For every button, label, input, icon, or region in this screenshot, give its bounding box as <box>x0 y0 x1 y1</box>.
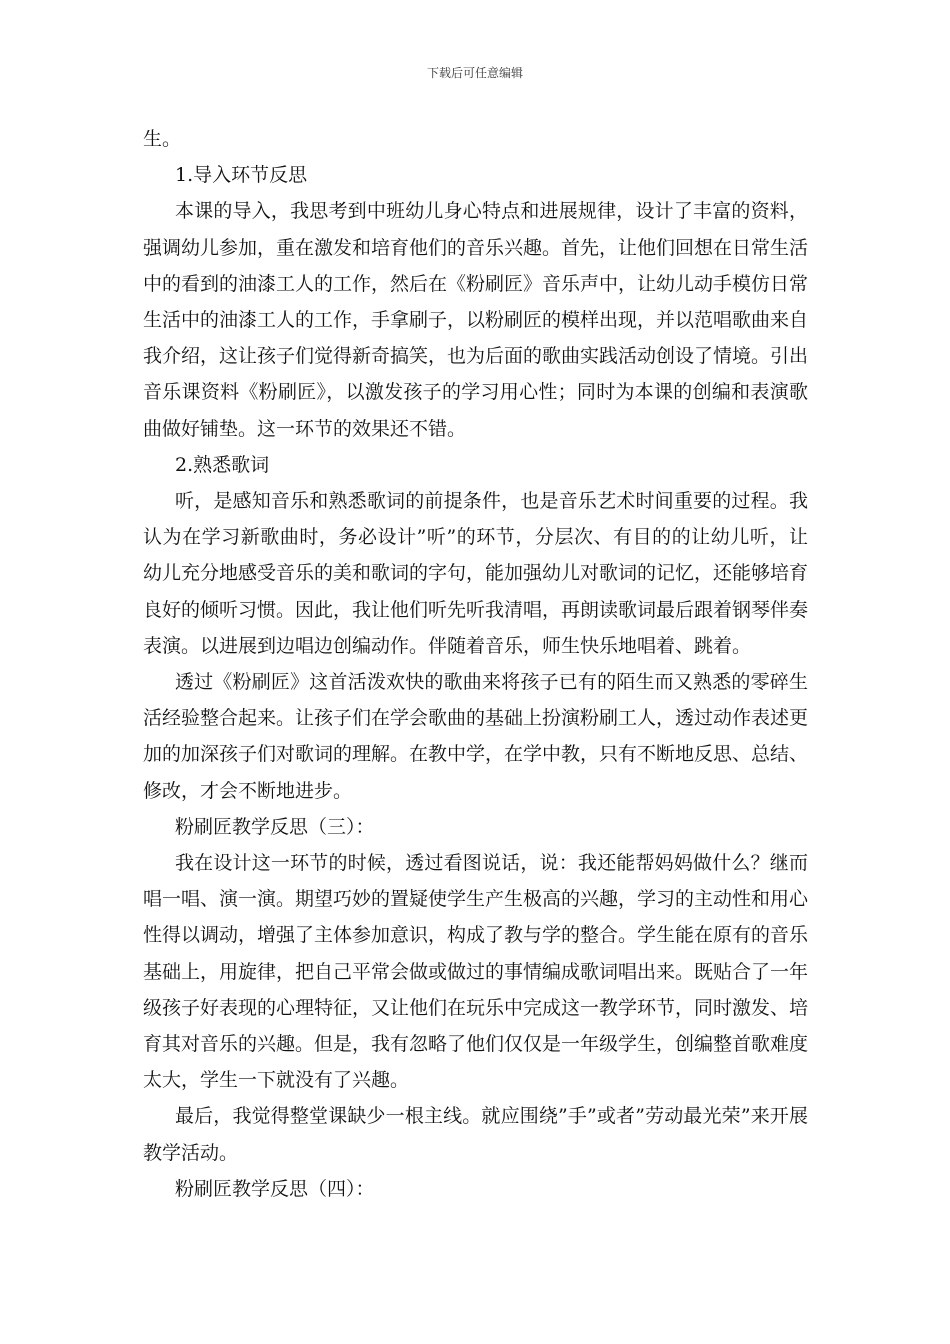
paragraph-continuation: 生。 <box>143 128 182 150</box>
paragraph-conclusion: 最后，我觉得整堂课缺少一根主线。就应围绕”手”或者”劳动最光荣”来开展教学活动。 <box>143 1105 808 1164</box>
paragraph-listening: 听，是感知音乐和熟悉歌词的前提条件，也是音乐艺术时间重要的过程。我认为在学习新歌曲时，务必设计”听”的环节，分层次、有目的的让幼儿听，让幼儿充分地感受音乐的美和歌词的字句，能加强幼儿对歌词的记忆，还能够培育良好的倾听习惯。因此，我让他们听先听我清唱，再朗读歌词最后跟着钢琴伴奏表演。以进展到边唱边创编动作。伴随着音乐，师生快乐地唱着、跳着。 <box>143 490 809 657</box>
paragraph-integration: 透过《粉刷匠》这首活泼欢快的歌曲来将孩子已有的陌生而又熟悉的零碎生活经验整合起来。让孩子们在学会歌曲的基础上扮演粉刷工人，透过动作表述更加的加深孩子们对歌词的理解。在教中学，在学中教，只有不断地反思、总结、修改，才会不断地进步。 <box>143 671 809 802</box>
section-heading-reflection-three: 粉刷匠教学反思（三）： <box>175 815 375 838</box>
section-heading-reflection-four: 粉刷匠教学反思（四）： <box>175 1177 375 1200</box>
section-heading-intro-reflection: 1.导入环节反思 <box>175 164 308 187</box>
paragraph-design: 我在设计这一环节的时候，透过看图说话，说：我还能帮妈妈做什么？继而唱一唱、演一演。期望巧妙的置疑使学生产生极高的兴趣，学习的主动性和用心性得以调动，增强了主体参加意识，构成了教与学的整合。学生能在原有的音乐基础上，用旋律，把自己平常会做或做过的事情编成歌词唱出来。既贴合了一年级孩子好表现的心理特征，又让他们在玩乐中完成这一教学环节，同时激发、培育其对音乐的兴趣。但是，我有忽略了他们仅仅是一年级学生，创编整首歌难度太大，学生一下就没有了兴趣。 <box>143 852 809 1092</box>
paragraph-intro: 本课的导入，我思考到中班幼儿身心特点和进展规律，设计了丰富的资料，强调幼儿参加，重在激发和培育他们的音乐兴趣。首先，让他们回想在日常生活中的看到的油漆工人的工作，然后在《粉刷匠》音乐声中，让幼儿动手模仿日常生活中的油漆工人的工作，手拿刷子，以粉刷匠的模样出现，并以范唱歌曲来自我介绍，这让孩子们觉得新奇搞笑，也为后面的歌曲实践活动创设了情境。引出音乐课资料《粉刷匠》，以激发孩子的学习用心性；同时为本课的创编和表演歌曲做好铺垫。这一环节的效果还不错。 <box>143 200 809 440</box>
document-body <box>143 121 808 1207</box>
section-heading-lyrics: 2.熟悉歌词 <box>175 453 270 476</box>
page-header: 下载后可任意编辑 <box>426 66 523 80</box>
